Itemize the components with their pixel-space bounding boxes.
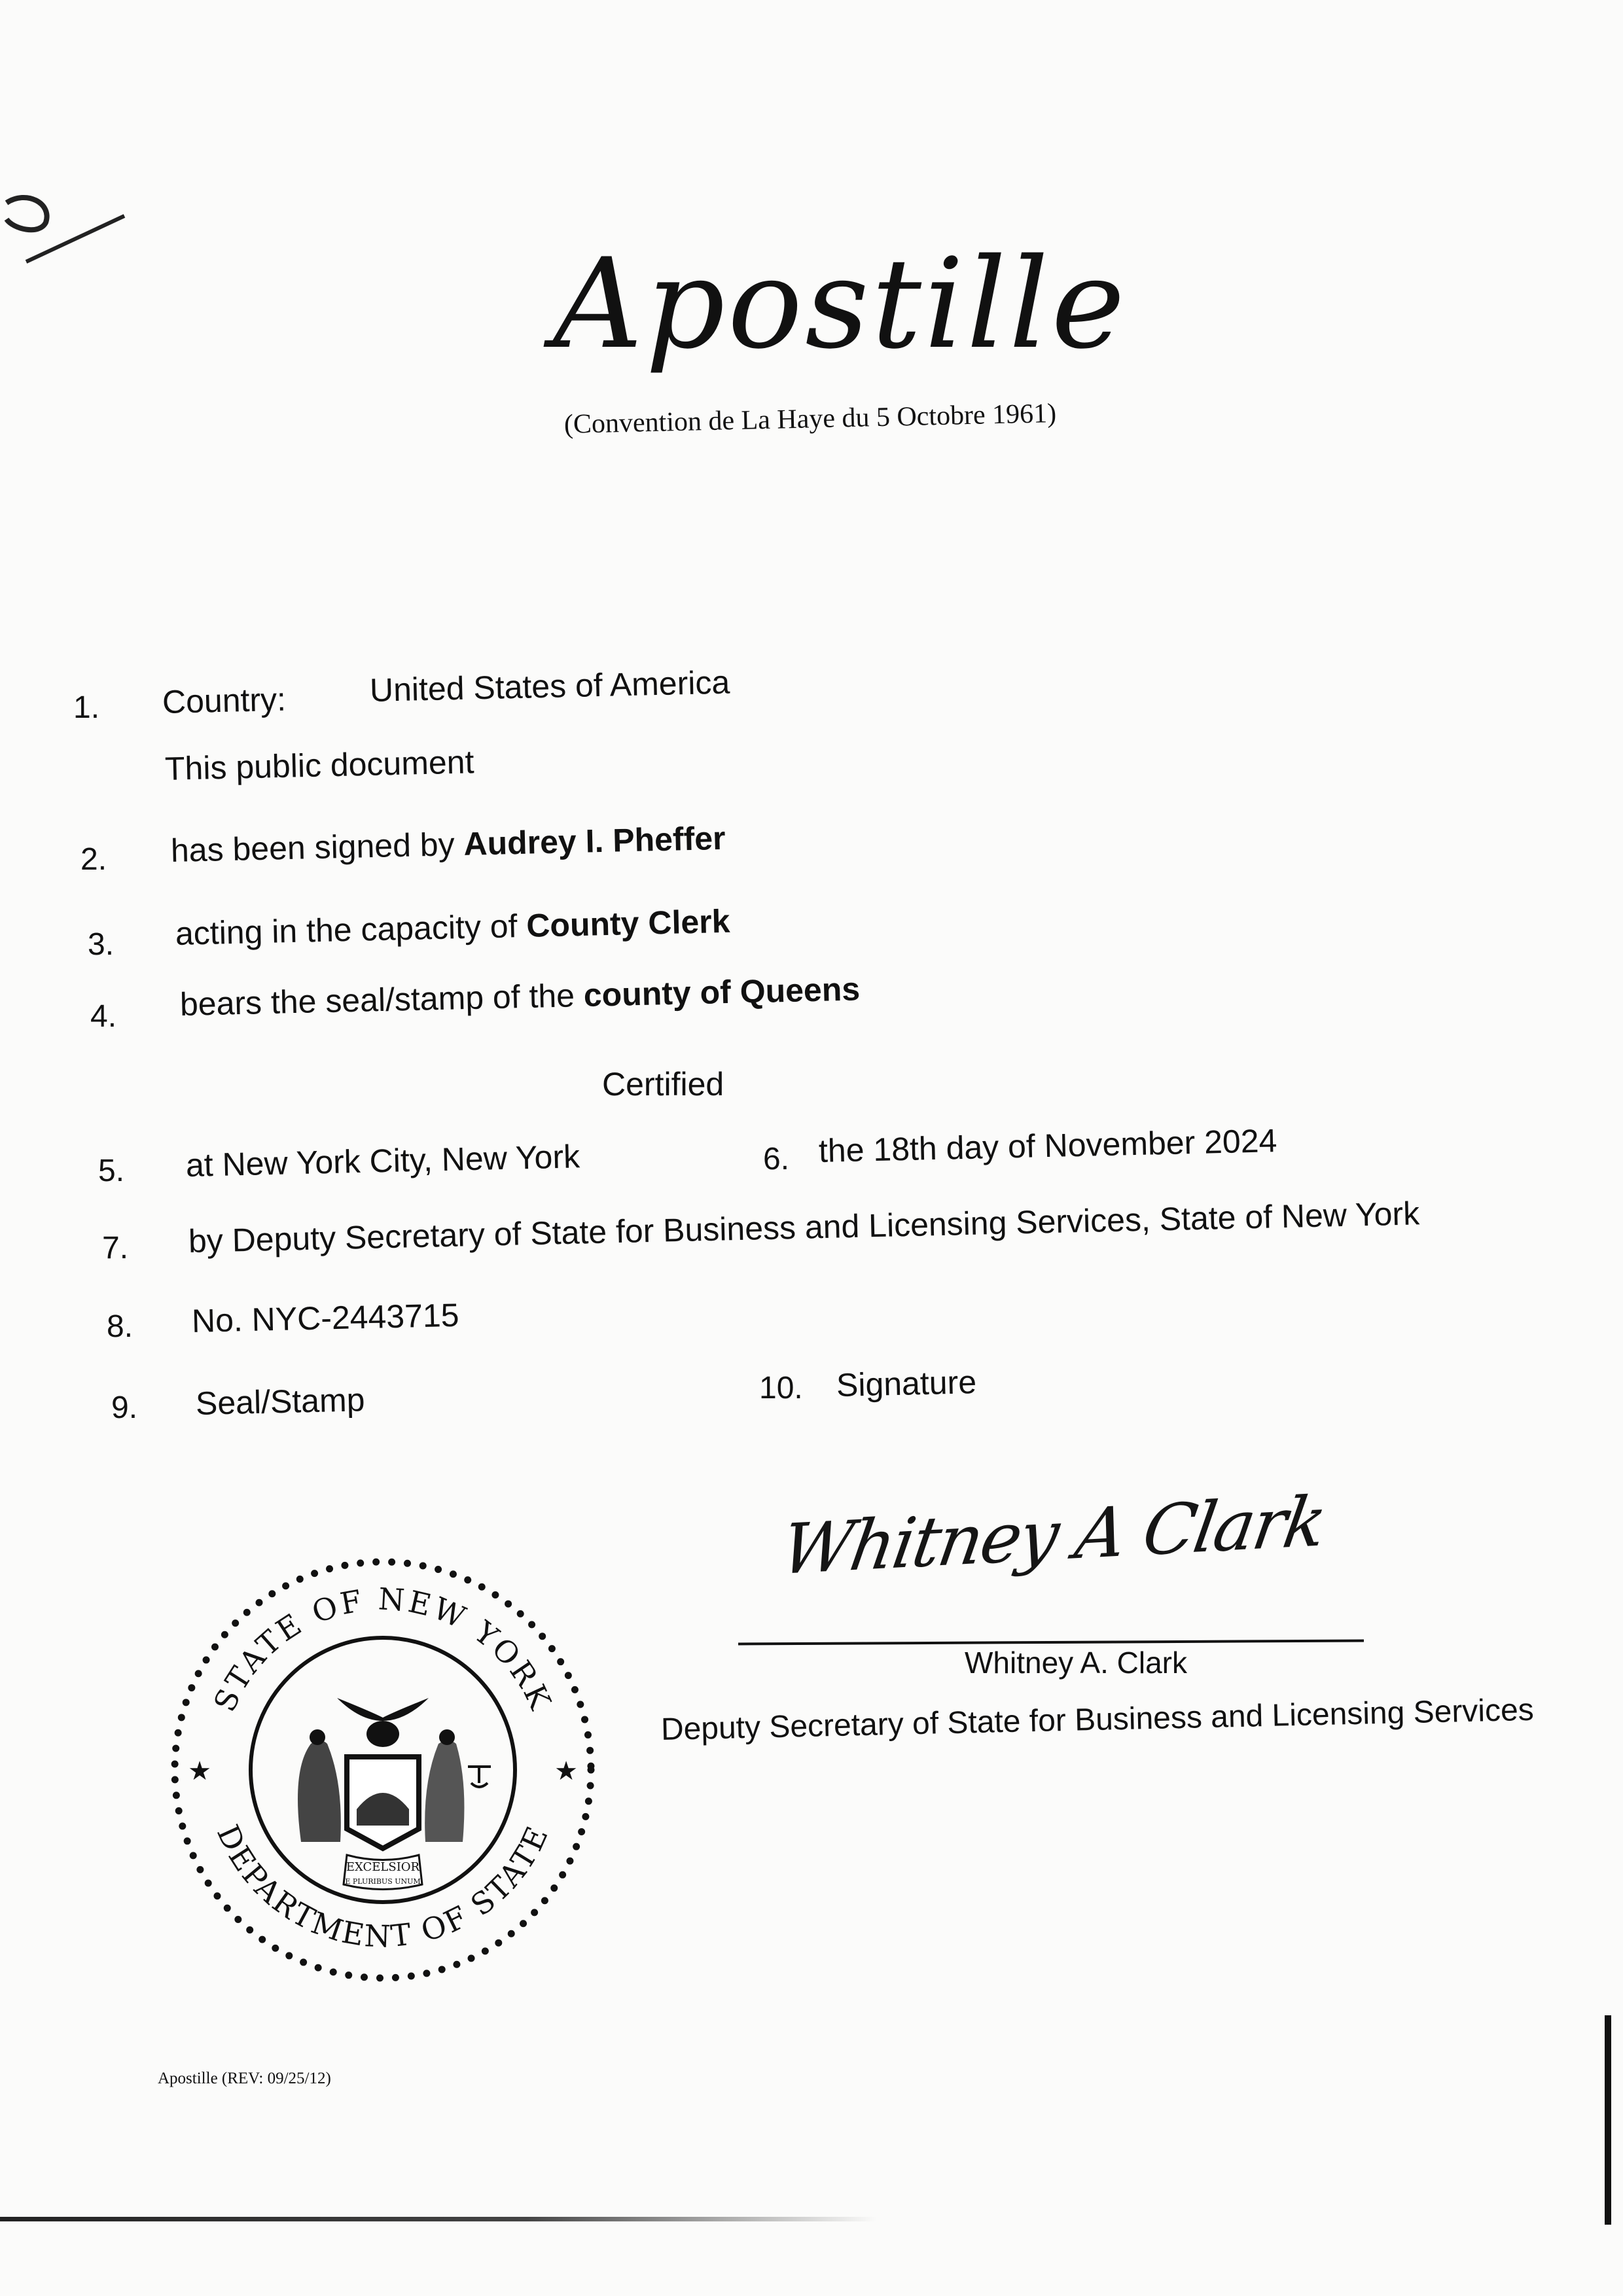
item-number: 2. [80,842,107,877]
star-icon: ★ [188,1757,211,1786]
signed-prefix: has been signed by [170,826,455,869]
handwritten-signature: Whitney A Clark [776,1481,1330,1591]
document-title: Apostille [553,232,1128,376]
item-number: 9. [111,1390,138,1425]
certified-by: by Deputy Secretary of State for Business and Licensing Services, State of New York [188,1195,1420,1260]
capacity-value: County Clerk [526,902,731,944]
pen-mark [0,164,144,275]
country-label: Country: [162,680,287,720]
signature-label: Signature [836,1364,977,1404]
signatory-name: Whitney A. Clark [965,1646,1187,1680]
item-number: 1. [73,690,100,725]
seal-stamp-label: Seal/Stamp [195,1381,366,1422]
star-icon: ★ [554,1757,578,1786]
seal-line [179,972,860,1021]
signer-name: Audrey I. Pheffer [463,819,726,862]
certificate-number: No. NYC-2443715 [191,1296,460,1339]
signatory-title: Deputy Secretary of State for Business and Licensing Services [660,1692,1535,1747]
capacity-line [175,902,731,952]
scan-edge-right [1605,2015,1611,2225]
certified-place: at New York City, New York [185,1138,580,1184]
seal-motto: EXCELSIOR [346,1860,420,1874]
item-number: 7. [102,1231,129,1265]
seal-value: county of Queens [583,970,861,1014]
item-number: 10. [759,1371,803,1405]
department-of-state-seal [160,1547,605,1992]
item-number: 8. [107,1309,134,1344]
item-number: 4. [90,999,117,1034]
intro-text: This public document [164,743,474,787]
signed-by-line [170,819,726,869]
item-number: 6. [763,1142,790,1176]
item-number: 3. [88,927,115,962]
certified-date: the 18th day of November 2024 [818,1122,1277,1169]
scan-edge-bottom [0,2217,877,2221]
revision-footer: Apostille (REV: 09/25/12) [158,2070,331,2087]
seal-motto-2: E PLURIBUS UNUM [345,1877,421,1886]
capacity-prefix: acting in the capacity of [175,908,518,952]
certified-heading: Certified [602,1066,724,1103]
seal-top-text: STATE OF NEW YORK [206,1581,560,1717]
item-number: 5. [98,1154,125,1188]
seal-prefix: bears the seal/stamp of the [179,977,575,1023]
seal-bottom-text: DEPARTMENT OF STATE [209,1819,556,1954]
signature-line [738,1639,1364,1645]
convention-subtitle: (Convention de La Haye du 5 Octobre 1961) [563,398,1057,440]
country-value: United States of America [369,663,730,709]
